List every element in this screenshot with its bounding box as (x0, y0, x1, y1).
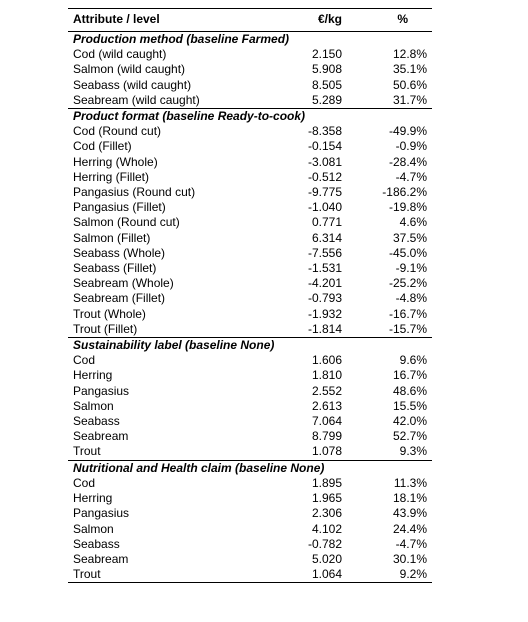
cell-percent: 52.7% (392, 429, 427, 444)
cell-percent: 37.5% (392, 230, 427, 245)
header-row (68, 9, 432, 32)
cell-percent: -186.2% (382, 185, 427, 200)
cell-level: Pangasius (73, 506, 130, 521)
cell-level: Salmon (73, 521, 114, 536)
cell-percent: 35.1% (392, 62, 427, 77)
wtp-table (68, 8, 432, 583)
cell-level: Seabream (Fillet) (73, 291, 166, 306)
cell-level: Seabass (73, 536, 120, 551)
cell-eur-per-kg: -7.556 (307, 245, 342, 260)
section-header-row (68, 32, 432, 48)
cell-percent: -25.2% (388, 276, 427, 291)
cell-eur-per-kg: -8.358 (307, 124, 342, 139)
cell-level: Seabass (wild caught) (73, 77, 192, 92)
table-row (68, 522, 432, 537)
cell-percent: 11.3% (393, 475, 427, 490)
cell-eur-per-kg: 8.505 (311, 77, 342, 92)
table-row (68, 124, 432, 139)
cell-percent: -4.8% (395, 291, 427, 306)
cell-eur-per-kg: -1.814 (307, 321, 342, 336)
cell-percent: 43.9% (392, 506, 427, 521)
cell-eur-per-kg: -0.154 (307, 139, 342, 154)
cell-percent: 18.1% (392, 491, 427, 506)
cell-level: Cod (Fillet) (73, 139, 132, 154)
table-row (68, 506, 432, 521)
table-row (68, 291, 432, 306)
cell-level: Herring (73, 368, 113, 383)
table-row (68, 399, 432, 414)
cell-level: Pangasius (73, 383, 130, 398)
table-row (68, 170, 432, 185)
cell-level: Seabream (73, 551, 129, 566)
section-title: Nutritional and Health claim (baseline None) (68, 460, 432, 476)
table-row (68, 93, 432, 109)
table-row (68, 246, 432, 261)
table-row (68, 552, 432, 567)
section-title: Sustainability label (baseline None) (68, 338, 432, 354)
cell-level: Trout (68, 567, 278, 583)
cell-level: Pangasius (Fillet) (73, 200, 166, 215)
cell-percent: -45.0% (388, 245, 427, 260)
cell-eur-per-kg: 5.020 (311, 551, 342, 566)
table-row (68, 368, 432, 383)
cell-eur-per-kg: 6.314 (311, 230, 342, 245)
cell-level: Cod (73, 475, 96, 490)
cell-percent: -9.1% (395, 261, 427, 276)
cell-percent: -4.7% (395, 169, 427, 184)
cell-eur-per-kg: 4.102 (311, 521, 342, 536)
cell-percent: 50.6% (392, 77, 427, 92)
cell-level: Salmon (Fillet) (73, 230, 151, 245)
cell-percent: 24.4% (392, 521, 427, 536)
cell-eur-per-kg: -9.775 (307, 185, 342, 200)
cell-level: Salmon (Round cut) (73, 215, 180, 230)
cell-eur-per-kg: 1.895 (311, 475, 342, 490)
table-body (68, 32, 432, 583)
table-row (68, 139, 432, 154)
cell-percent: -19.8% (388, 200, 427, 215)
cell-percent: -28.4% (388, 154, 427, 169)
cell-level: Pangasius (Round cut) (73, 185, 196, 200)
cell-eur-per-kg: 0.771 (311, 215, 342, 230)
table-row (68, 231, 432, 246)
cell-level: Seabream (wild caught) (73, 92, 200, 107)
cell-level: Salmon (wild caught) (73, 62, 186, 77)
wtp-table-container (68, 8, 432, 583)
cell-eur-per-kg: -4.201 (307, 276, 342, 291)
cell-eur-per-kg: 1.064 (278, 567, 342, 583)
table-header (68, 9, 432, 32)
cell-eur-per-kg: 1.606 (311, 353, 342, 368)
cell-percent: 9.6% (399, 353, 427, 368)
table-row (68, 155, 432, 170)
cell-level: Seabream (Whole) (73, 276, 174, 291)
table-row (68, 185, 432, 200)
cell-eur-per-kg: 5.908 (311, 62, 342, 77)
cell-percent: -49.9% (388, 124, 427, 139)
table-row (68, 429, 432, 444)
cell-eur-per-kg: -1.531 (307, 261, 342, 276)
cell-percent: 15.5% (392, 398, 427, 413)
header-attribute: Attribute / level (68, 9, 278, 32)
cell-percent: 48.6% (392, 383, 427, 398)
table-row (68, 78, 432, 93)
cell-eur-per-kg: 8.799 (311, 429, 342, 444)
cell-level: Cod (73, 353, 96, 368)
cell-eur-per-kg: -1.040 (307, 200, 342, 215)
cell-level: Trout (Fillet) (73, 321, 138, 336)
table-row (68, 276, 432, 291)
cell-level: Herring (73, 491, 113, 506)
cell-level: Cod (Round cut) (73, 124, 162, 139)
header-percent: % (342, 9, 432, 32)
section-header-row (68, 109, 432, 125)
cell-eur-per-kg: -0.782 (307, 536, 342, 551)
cell-level: Seabass (Fillet) (73, 261, 157, 276)
cell-level: Trout (73, 444, 101, 459)
table-row (68, 384, 432, 399)
table-row (68, 414, 432, 429)
cell-eur-per-kg: -0.512 (307, 169, 342, 184)
table-row (68, 47, 432, 62)
cell-level: Herring (Whole) (73, 154, 158, 169)
cell-eur-per-kg: 1.078 (311, 444, 342, 459)
section-header-row (68, 460, 432, 476)
section-title: Production method (baseline Farmed) (73, 32, 290, 46)
cell-level: Seabream (73, 429, 129, 444)
cell-eur-per-kg: 2.613 (311, 398, 342, 413)
cell-level: Salmon (73, 398, 114, 413)
table-row (68, 215, 432, 230)
table-row (68, 353, 432, 368)
cell-percent: -4.7% (395, 536, 427, 551)
cell-eur-per-kg: 7.064 (311, 414, 342, 429)
cell-level: Herring (Fillet) (73, 169, 150, 184)
cell-percent: 12.8% (392, 47, 427, 62)
section-title: Product format (baseline Ready-to-cook) (68, 109, 432, 125)
cell-level: Cod (wild caught) (73, 47, 167, 62)
cell-eur-per-kg: -3.081 (307, 154, 342, 169)
table-row (68, 307, 432, 322)
table-row (68, 200, 432, 215)
cell-eur-per-kg: -0.793 (307, 291, 342, 306)
cell-percent: 31.7% (392, 92, 427, 107)
table-row (68, 322, 432, 338)
cell-eur-per-kg: 2.552 (311, 383, 342, 398)
cell-eur-per-kg: -1.932 (307, 306, 342, 321)
cell-eur-per-kg: 5.289 (311, 92, 342, 107)
header-eur-per-kg: €/kg (278, 9, 342, 32)
table-row (68, 491, 432, 506)
table-row (68, 476, 432, 491)
cell-percent: 9.3% (399, 444, 427, 459)
cell-percent: 16.7% (392, 368, 427, 383)
cell-percent: -15.7% (388, 321, 427, 336)
cell-percent: -16.7% (388, 306, 427, 321)
cell-percent: 30.1% (392, 551, 427, 566)
cell-percent: 42.0% (392, 414, 427, 429)
cell-eur-per-kg: 2.306 (311, 506, 342, 521)
cell-eur-per-kg: 2.150 (311, 47, 342, 62)
cell-percent: -0.9% (395, 139, 427, 154)
cell-level: Seabass (73, 414, 120, 429)
cell-eur-per-kg: 1.810 (311, 368, 342, 383)
cell-percent: 9.2% (342, 567, 432, 583)
table-row (68, 537, 432, 552)
table-row (68, 261, 432, 276)
cell-level: Trout (Whole) (73, 306, 146, 321)
table-row (68, 567, 432, 583)
cell-percent: 4.6% (399, 215, 427, 230)
table-row (68, 444, 432, 460)
cell-eur-per-kg: 1.965 (311, 491, 342, 506)
section-header-row (68, 338, 432, 354)
cell-level: Seabass (Whole) (73, 245, 166, 260)
table-row (68, 62, 432, 77)
